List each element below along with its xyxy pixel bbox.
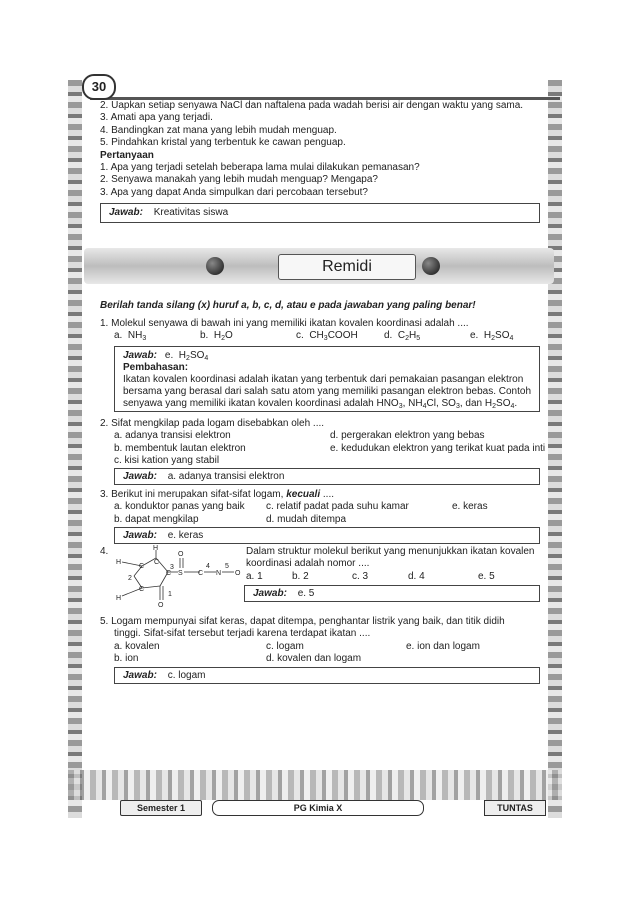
q4-jawab-box [244, 585, 540, 602]
atom-C: C [198, 570, 204, 577]
question-line: 2. Senyawa manakah yang lebih mudah menguap? Mengapa? [100, 174, 378, 186]
atom-C: C [139, 563, 145, 570]
question-4 [246, 546, 546, 583]
atom-C: C [166, 570, 172, 577]
q4-option-a: a. 1 [246, 570, 263, 582]
q1-option-b: b. $H_2O$ [200, 330, 233, 343]
atom-H: H [116, 559, 122, 566]
ornament-ball-left [206, 257, 224, 275]
q4-option-b: b. 2 [292, 570, 309, 582]
q2-option-c: c. kisi kation yang stabil [114, 455, 220, 467]
q4-option-d: d. 4 [408, 570, 425, 582]
q3-option-a: a. konduktor panas yang baik [114, 501, 245, 513]
atom-S: S [178, 570, 183, 577]
procedure-steps [100, 100, 550, 199]
q5-option-a: a. kovalen [114, 640, 160, 652]
q2-jawab-box [114, 468, 540, 485]
q1-answer: e. $H_2SO_4$ [164, 350, 209, 362]
q2-option-e: e. kedudukan elektron yang terikat kuat pada inti [330, 442, 546, 454]
remidi-title: Remidi [278, 254, 416, 280]
q5-jawab-box [114, 667, 540, 684]
pembahasan-line: bersama yang berasal dari salah satu atom yang memiliki pasangan elektron bebas. Contoh [123, 386, 532, 397]
q4-stem-line: Dalam struktur molekul berikut yang menunjukkan ikatan kovalen [246, 546, 535, 557]
jawab-box-top [100, 203, 540, 223]
step-line: 5. Pindahkan kristal yang terbentuk ke cawan penguap. [100, 137, 346, 149]
bottom-decoration [68, 770, 562, 800]
footer-tuntas: TUNTAS [484, 800, 546, 816]
atom-O: O [235, 570, 241, 577]
atom-C: C [139, 586, 145, 593]
q5-answer: c. logam [167, 670, 206, 681]
q1-option-a: a. $NH_3$ [114, 330, 147, 343]
q2-stem: 2. Sifat mengkilap pada logam disebabkan oleh .... [100, 418, 325, 429]
q3-answer: e. keras [167, 530, 204, 541]
q5-option-e: e. ion dan logam [406, 640, 480, 652]
footer-semester: Semester 1 [120, 800, 202, 816]
q4-stem-line: koordinasi adalah nomor .... [246, 558, 370, 570]
q3-option-b: b. dapat mengkilap [114, 513, 199, 525]
q3-option-e: e. keras [452, 501, 488, 513]
q4-answer: e. 5 [297, 588, 315, 599]
atom-O: O [158, 602, 164, 609]
atom-N: N [216, 570, 222, 577]
bond-number: 2 [128, 575, 132, 582]
atom-H: H [153, 545, 159, 552]
step-line: 3. Amati apa yang terjadi. [100, 112, 213, 124]
question-line: 1. Apa yang terjadi setelah beberapa lama mulai dilakukan pemanasan? [100, 162, 420, 174]
q1-jawab-box [114, 346, 540, 412]
question-5 [100, 616, 550, 666]
jawab-label: Jawab: [123, 471, 157, 482]
bond-number: 5 [225, 563, 229, 570]
bond-number: 3 [170, 564, 174, 571]
pertanyaan-heading: Pertanyaan [100, 149, 154, 161]
jawab-label: Jawab: [123, 530, 157, 541]
q5-option-b: b. ion [114, 653, 139, 665]
q4-number: 4. [100, 546, 109, 557]
question-3 [100, 489, 550, 526]
question-2 [100, 418, 550, 468]
q5-stem-line: 5. Logam mempunyai sifat keras, dapat ditempa, penghantar listrik yang baik, dan titik didih [100, 616, 505, 627]
q5-option-c: c. logam [266, 640, 304, 652]
q3-option-c: c. relatif padat pada suhu kamar [266, 501, 409, 513]
q2-option-a: a. adanya transisi elektron [114, 430, 231, 442]
jawab-label: Jawab: [253, 588, 287, 599]
q2-option-d: d. pergerakan elektron yang bebas [330, 430, 485, 442]
q2-answer: a. adanya transisi elektron [167, 471, 285, 482]
pembahasan-line: senyawa yang memiliki ikatan kovalen koordinasi adalah $HNO_3$, $NH_4Cl$, $SO_3$, dan $H_2SO_4$. [123, 398, 518, 410]
q3-stem: 3. Berikut ini merupakan sifat-sifat logam, kecuali .... [100, 489, 335, 500]
q5-stem-line: tinggi. Sifat-sifat tersebut terjadi karena terdapat ikatan .... [114, 628, 371, 640]
q4-option-e: e. 5 [478, 570, 495, 582]
step-line: 4. Bandingkan zat mana yang lebih mudah menguap. [100, 124, 337, 136]
q2-option-b: b. membentuk lautan elektron [114, 442, 246, 454]
q1-option-c: c. $CH_3COOH$ [296, 330, 358, 343]
q3-option-d: d. mudah ditempa [266, 513, 347, 525]
pembahasan-line: Ikatan kovalen koordinasi adalah ikatan yang terbentuk dari pemakaian pasangan elektron [123, 374, 524, 385]
pembahasan-label: Pembahasan: [123, 362, 189, 373]
molecule-structure [112, 544, 248, 610]
footer [80, 800, 560, 816]
bond-number: 4 [206, 563, 210, 570]
q1-option-d: d. $C_2H_5$ [384, 330, 421, 343]
ornament-ball-right [422, 257, 440, 275]
top-rule [90, 83, 560, 100]
q1-stem: 1. Molekul senyawa di bawah ini yang memiliki ikatan kovalen koordinasi adalah .... [100, 318, 469, 329]
atom-H: H [116, 595, 122, 602]
page-number: 30 [82, 74, 116, 100]
footer-book-title: PG Kimia X [212, 800, 424, 816]
atom-C: C [154, 559, 160, 566]
q1-option-e: e. $H_2SO_4$ [470, 330, 514, 343]
step-line: 2. Uapkan setiap senyawa NaCl dan naftalena pada wadah berisi air dengan waktu yang sama. [100, 100, 524, 111]
q5-option-d: d. kovalen dan logam [266, 653, 362, 665]
jawab-label: Jawab: [123, 350, 157, 361]
q3-jawab-box [114, 527, 540, 544]
question-line: 3. Apa yang dapat Anda simpulkan dari percobaan tersebut? [100, 186, 368, 198]
q4-option-c: c. 3 [352, 570, 369, 582]
bond-number: 1 [168, 591, 172, 598]
jawab-label: Jawab: [109, 207, 143, 218]
atom-O: O [178, 551, 184, 558]
jawab-text: Kreativitas siswa [153, 207, 229, 218]
question-1 [100, 318, 550, 343]
jawab-label: Jawab: [123, 670, 157, 681]
instruction: Berilah tanda silang (x) huruf a, b, c, d, atau e pada jawaban yang paling benar! [100, 300, 476, 311]
